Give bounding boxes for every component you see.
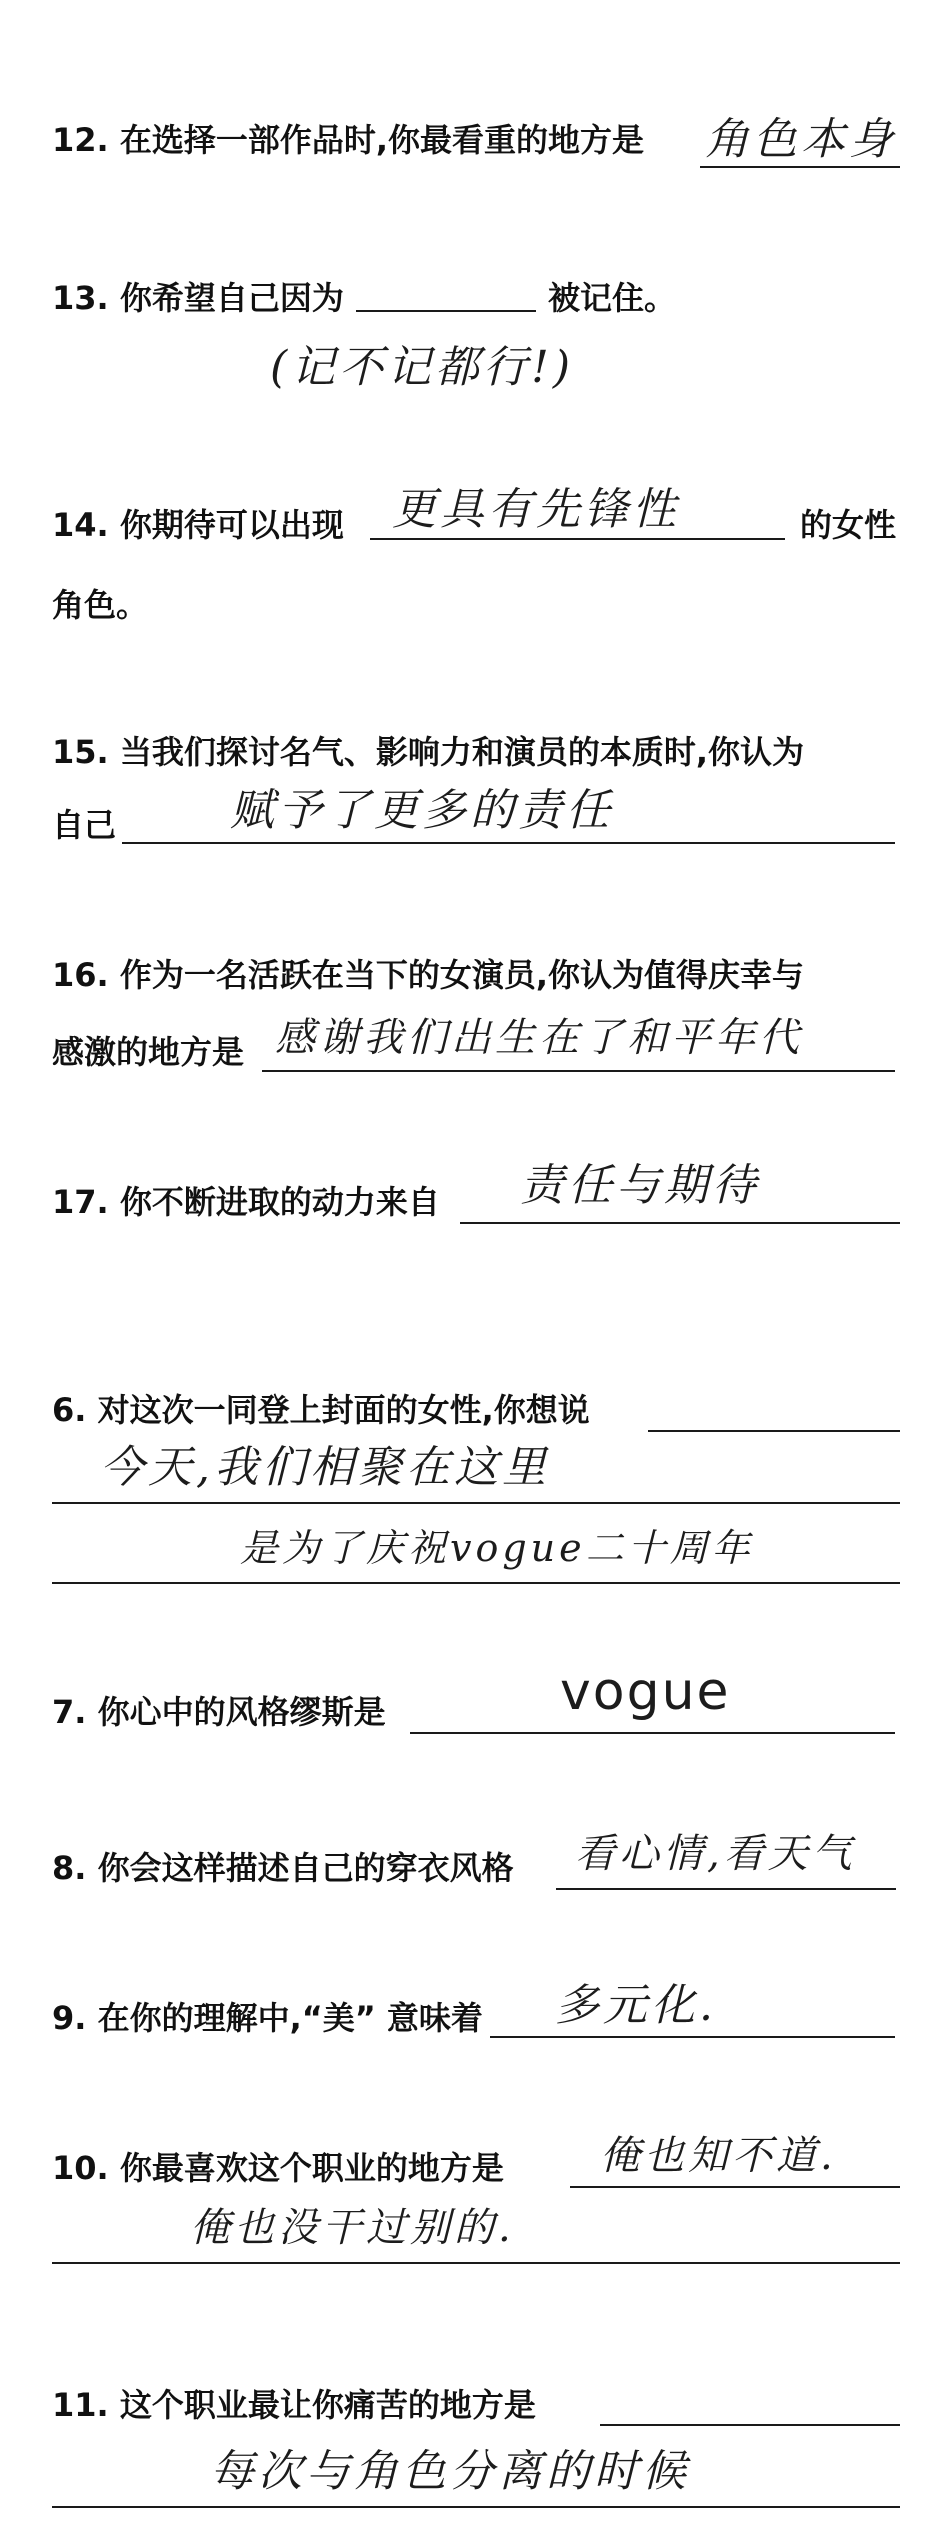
q7-prompt: 7. 你心中的风格缪斯是 bbox=[52, 1693, 386, 1731]
q16-prompt: 16. 作为一名活跃在当下的女演员,你认为值得庆幸与 bbox=[52, 956, 804, 994]
q10-answer-line-1 bbox=[570, 2186, 900, 2188]
q14-answer-line bbox=[370, 538, 785, 540]
q17-answer: 责任与期待 bbox=[520, 1160, 760, 1211]
q12-answer: 角色本身 bbox=[705, 114, 897, 165]
q9-prompt: 9. 在你的理解中,“美” 意味着 bbox=[52, 1999, 483, 2037]
q11-answer: 每次与角色分离的时候 bbox=[210, 2446, 690, 2497]
q10-answer-line2: 俺也没干过别的. bbox=[190, 2205, 515, 2251]
q6-answer-line-1 bbox=[648, 1430, 900, 1432]
q11-answer-line-1 bbox=[600, 2424, 900, 2426]
q12-prompt: 12. 在选择一部作品时,你最看重的地方是 bbox=[52, 121, 644, 159]
q16-answer-line bbox=[262, 1070, 895, 1072]
q7-answer: vogue bbox=[560, 1662, 731, 1722]
q8-answer: 看心情,看天气 bbox=[575, 1831, 856, 1877]
q10-prompt: 10. 你最喜欢这个职业的地方是 bbox=[52, 2149, 504, 2187]
q10-answer-line-2 bbox=[52, 2262, 900, 2264]
q14-prompt-end: 的女性 bbox=[800, 506, 897, 544]
q14-prompt-line2: 角色。 bbox=[52, 586, 149, 624]
q8-answer-line bbox=[556, 1888, 896, 1890]
q14-prompt: 14. 你期待可以出现 bbox=[52, 506, 344, 544]
q15-prompt: 15. 当我们探讨名气、影响力和演员的本质时,你认为 bbox=[52, 733, 804, 771]
q16-answer: 感谢我们出生在了和平年代 bbox=[275, 1015, 803, 1061]
q6-answer-line2: 是为了庆祝vogue二十周年 bbox=[240, 1526, 754, 1570]
q13-prompt: 13. 你希望自己因为 bbox=[52, 279, 344, 317]
q11-answer-line-2 bbox=[52, 2506, 900, 2508]
q8-prompt: 8. 你会这样描述自己的穿衣风格 bbox=[52, 1849, 514, 1887]
q6-answer-line1: 今天,我们相聚在这里 bbox=[100, 1442, 550, 1493]
q6-answer-line-3 bbox=[52, 1582, 900, 1584]
q6-prompt: 6. 对这次一同登上封面的女性,你想说 bbox=[52, 1391, 590, 1429]
q17-answer-line bbox=[460, 1222, 900, 1224]
q14-answer: 更具有先锋性 bbox=[392, 484, 680, 535]
q15-prompt-line2: 自己 bbox=[52, 806, 117, 844]
q13-prompt-end: 被记住。 bbox=[548, 279, 677, 317]
q11-prompt: 11. 这个职业最让你痛苦的地方是 bbox=[52, 2386, 536, 2424]
q7-answer-line bbox=[410, 1732, 895, 1734]
q10-answer-line1: 俺也知不道. bbox=[600, 2133, 837, 2179]
q13-answer-line bbox=[356, 310, 536, 312]
q6-answer-line-2 bbox=[52, 1502, 900, 1504]
q9-answer-line bbox=[490, 2036, 895, 2038]
q13-answer: (记不记都行!) bbox=[270, 342, 575, 393]
q17-prompt: 17. 你不断进取的动力来自 bbox=[52, 1183, 440, 1221]
q16-prompt-line2: 感激的地方是 bbox=[52, 1033, 245, 1071]
q9-answer: 多元化. bbox=[555, 1980, 717, 2031]
q15-answer-line bbox=[122, 842, 895, 844]
q15-answer: 赋予了更多的责任 bbox=[230, 785, 614, 836]
